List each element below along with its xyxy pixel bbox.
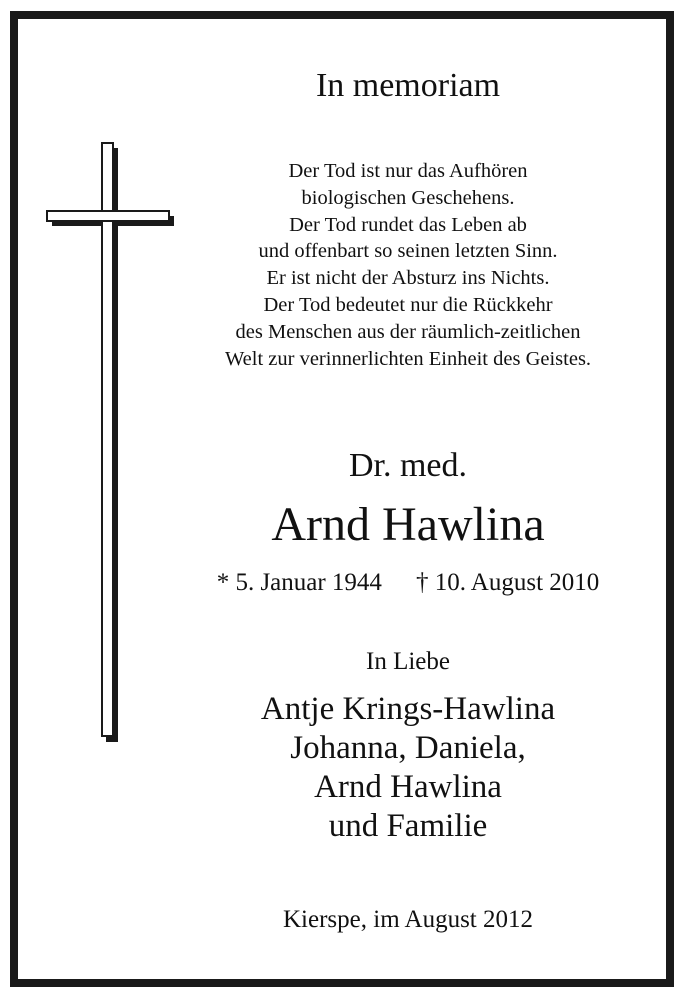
mourner-line: und Familie bbox=[328, 808, 488, 844]
quote-line: des Menschen aus der räumlich-zeitlichen bbox=[235, 320, 581, 343]
quote-line: biologischen Geschehens. bbox=[301, 186, 515, 209]
cross-icon bbox=[46, 142, 176, 742]
birth-date: * 5. Januar 1944 bbox=[216, 569, 382, 596]
mourners-list bbox=[160, 690, 656, 846]
quote-line: Der Tod rundet das Leben ab bbox=[289, 213, 527, 236]
deceased-name: Arnd Hawlina bbox=[271, 498, 545, 551]
quote-block bbox=[160, 158, 656, 372]
death-date: † 10. August 2010 bbox=[415, 569, 600, 596]
life-dates bbox=[160, 566, 656, 600]
in-love-label: In Liebe bbox=[366, 648, 450, 675]
page-title: In memoriam bbox=[315, 67, 501, 104]
quote-line: Welt zur verinnerlichten Einheit des Geistes. bbox=[224, 347, 592, 370]
quote-line: Er ist nicht der Absturz ins Nichts. bbox=[266, 267, 550, 290]
quote-line: und offenbart so seinen letzten Sinn. bbox=[258, 240, 558, 263]
quote-line: Der Tod ist nur das Aufhören bbox=[288, 160, 528, 182]
mourner-line: Antje Krings-Hawlina bbox=[260, 691, 556, 727]
mourner-line: Arnd Hawlina bbox=[314, 769, 502, 805]
quote-line: Der Tod bedeutet nur die Rückkehr bbox=[263, 293, 553, 316]
deceased-title: Dr. med. bbox=[348, 447, 468, 484]
place-and-date: Kierspe, im August 2012 bbox=[283, 906, 533, 933]
mourner-line: Johanna, Daniela, bbox=[290, 730, 526, 766]
